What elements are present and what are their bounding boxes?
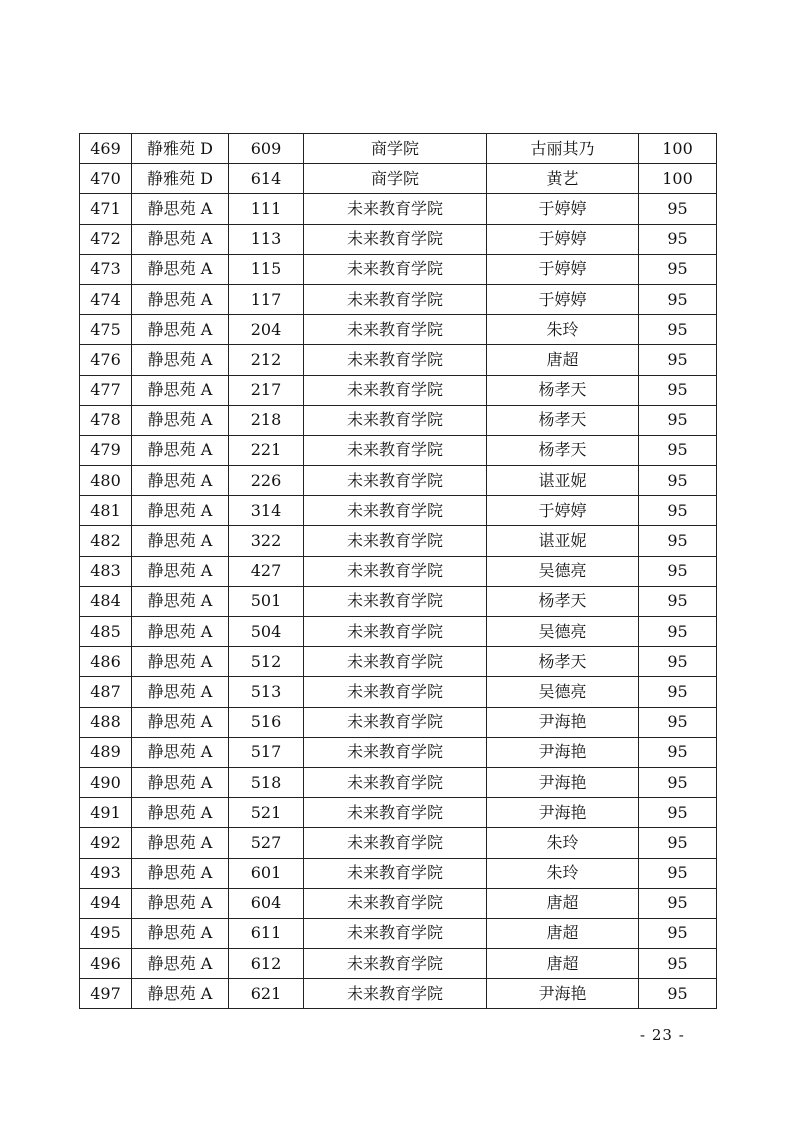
room-cell: 212 bbox=[229, 345, 304, 375]
college-cell: 未来教育学院 bbox=[304, 556, 487, 586]
table-row bbox=[80, 254, 717, 284]
building-cell: 静思苑 A bbox=[132, 254, 229, 284]
building-cell: 静思苑 A bbox=[132, 888, 229, 918]
building-cell: 静思苑 A bbox=[132, 737, 229, 767]
row-index-cell: 477 bbox=[80, 375, 132, 405]
name-cell: 唐超 bbox=[487, 949, 639, 979]
table-row bbox=[80, 979, 717, 1009]
row-index-cell: 482 bbox=[80, 526, 132, 556]
table-row bbox=[80, 164, 717, 194]
college-cell: 未来教育学院 bbox=[304, 526, 487, 556]
college-cell: 商学院 bbox=[304, 134, 487, 164]
building-cell: 静思苑 A bbox=[132, 466, 229, 496]
building-cell: 静思苑 A bbox=[132, 345, 229, 375]
score-cell: 95 bbox=[639, 405, 717, 435]
name-cell: 谌亚妮 bbox=[487, 466, 639, 496]
building-cell: 静思苑 A bbox=[132, 405, 229, 435]
table-row bbox=[80, 888, 717, 918]
score-cell: 95 bbox=[639, 496, 717, 526]
name-cell: 唐超 bbox=[487, 888, 639, 918]
name-cell: 尹海艳 bbox=[487, 767, 639, 797]
name-cell: 于婷婷 bbox=[487, 194, 639, 224]
room-cell: 221 bbox=[229, 435, 304, 465]
college-cell: 未来教育学院 bbox=[304, 466, 487, 496]
score-cell: 95 bbox=[639, 194, 717, 224]
name-cell: 吴德亮 bbox=[487, 677, 639, 707]
score-cell: 95 bbox=[639, 979, 717, 1009]
college-cell: 未来教育学院 bbox=[304, 254, 487, 284]
room-cell: 218 bbox=[229, 405, 304, 435]
room-cell: 204 bbox=[229, 315, 304, 345]
college-cell: 未来教育学院 bbox=[304, 617, 487, 647]
building-cell: 静思苑 A bbox=[132, 707, 229, 737]
name-cell: 尹海艳 bbox=[487, 798, 639, 828]
table-row bbox=[80, 284, 717, 314]
table-row bbox=[80, 315, 717, 345]
score-cell: 95 bbox=[639, 949, 717, 979]
room-cell: 527 bbox=[229, 828, 304, 858]
row-index-cell: 490 bbox=[80, 767, 132, 797]
room-cell: 117 bbox=[229, 284, 304, 314]
table-row bbox=[80, 617, 717, 647]
room-cell: 621 bbox=[229, 979, 304, 1009]
room-cell: 604 bbox=[229, 888, 304, 918]
table-row bbox=[80, 526, 717, 556]
name-cell: 杨孝天 bbox=[487, 375, 639, 405]
score-cell: 95 bbox=[639, 918, 717, 948]
score-cell: 95 bbox=[639, 254, 717, 284]
building-cell: 静思苑 A bbox=[132, 224, 229, 254]
name-cell: 尹海艳 bbox=[487, 737, 639, 767]
name-cell: 杨孝天 bbox=[487, 586, 639, 616]
room-cell: 501 bbox=[229, 586, 304, 616]
college-cell: 未来教育学院 bbox=[304, 918, 487, 948]
table-row bbox=[80, 918, 717, 948]
room-cell: 609 bbox=[229, 134, 304, 164]
room-cell: 427 bbox=[229, 556, 304, 586]
building-cell: 静思苑 A bbox=[132, 556, 229, 586]
room-cell: 226 bbox=[229, 466, 304, 496]
building-cell: 静思苑 A bbox=[132, 949, 229, 979]
college-cell: 未来教育学院 bbox=[304, 405, 487, 435]
score-cell: 95 bbox=[639, 224, 717, 254]
college-cell: 未来教育学院 bbox=[304, 315, 487, 345]
table-row bbox=[80, 586, 717, 616]
building-cell: 静思苑 A bbox=[132, 194, 229, 224]
name-cell: 杨孝天 bbox=[487, 647, 639, 677]
row-index-cell: 488 bbox=[80, 707, 132, 737]
table-body bbox=[80, 134, 717, 1009]
table-row bbox=[80, 677, 717, 707]
row-index-cell: 484 bbox=[80, 586, 132, 616]
name-cell: 吴德亮 bbox=[487, 617, 639, 647]
table-row bbox=[80, 345, 717, 375]
room-cell: 601 bbox=[229, 858, 304, 888]
row-index-cell: 470 bbox=[80, 164, 132, 194]
name-cell: 朱玲 bbox=[487, 315, 639, 345]
row-index-cell: 472 bbox=[80, 224, 132, 254]
college-cell: 未来教育学院 bbox=[304, 284, 487, 314]
room-cell: 518 bbox=[229, 767, 304, 797]
room-cell: 111 bbox=[229, 194, 304, 224]
name-cell: 唐超 bbox=[487, 918, 639, 948]
row-index-cell: 469 bbox=[80, 134, 132, 164]
building-cell: 静思苑 A bbox=[132, 828, 229, 858]
score-cell: 95 bbox=[639, 345, 717, 375]
score-cell: 95 bbox=[639, 798, 717, 828]
row-index-cell: 487 bbox=[80, 677, 132, 707]
row-index-cell: 479 bbox=[80, 435, 132, 465]
college-cell: 未来教育学院 bbox=[304, 979, 487, 1009]
room-cell: 516 bbox=[229, 707, 304, 737]
score-cell: 95 bbox=[639, 828, 717, 858]
room-cell: 314 bbox=[229, 496, 304, 526]
name-cell: 吴德亮 bbox=[487, 556, 639, 586]
college-cell: 未来教育学院 bbox=[304, 647, 487, 677]
building-cell: 静思苑 A bbox=[132, 677, 229, 707]
college-cell: 未来教育学院 bbox=[304, 375, 487, 405]
college-cell: 未来教育学院 bbox=[304, 737, 487, 767]
score-cell: 95 bbox=[639, 647, 717, 677]
building-cell: 静思苑 A bbox=[132, 617, 229, 647]
name-cell: 杨孝天 bbox=[487, 435, 639, 465]
college-cell: 未来教育学院 bbox=[304, 707, 487, 737]
building-cell: 静思苑 A bbox=[132, 375, 229, 405]
building-cell: 静思苑 A bbox=[132, 435, 229, 465]
score-cell: 95 bbox=[639, 767, 717, 797]
room-cell: 521 bbox=[229, 798, 304, 828]
name-cell: 谌亚妮 bbox=[487, 526, 639, 556]
table-row bbox=[80, 647, 717, 677]
name-cell: 于婷婷 bbox=[487, 284, 639, 314]
name-cell: 于婷婷 bbox=[487, 254, 639, 284]
score-cell: 95 bbox=[639, 435, 717, 465]
score-cell: 95 bbox=[639, 858, 717, 888]
score-cell: 95 bbox=[639, 284, 717, 314]
row-index-cell: 481 bbox=[80, 496, 132, 526]
table-row bbox=[80, 496, 717, 526]
name-cell: 黄艺 bbox=[487, 164, 639, 194]
row-index-cell: 496 bbox=[80, 949, 132, 979]
row-index-cell: 480 bbox=[80, 466, 132, 496]
building-cell: 静思苑 A bbox=[132, 858, 229, 888]
building-cell: 静思苑 A bbox=[132, 315, 229, 345]
row-index-cell: 471 bbox=[80, 194, 132, 224]
score-cell: 95 bbox=[639, 888, 717, 918]
score-cell: 95 bbox=[639, 375, 717, 405]
building-cell: 静思苑 A bbox=[132, 586, 229, 616]
building-cell: 静思苑 A bbox=[132, 767, 229, 797]
row-index-cell: 486 bbox=[80, 647, 132, 677]
room-cell: 513 bbox=[229, 677, 304, 707]
college-cell: 未来教育学院 bbox=[304, 345, 487, 375]
building-cell: 静思苑 A bbox=[132, 496, 229, 526]
college-cell: 未来教育学院 bbox=[304, 828, 487, 858]
row-index-cell: 491 bbox=[80, 798, 132, 828]
table-row bbox=[80, 556, 717, 586]
score-cell: 95 bbox=[639, 315, 717, 345]
college-cell: 商学院 bbox=[304, 164, 487, 194]
row-index-cell: 476 bbox=[80, 345, 132, 375]
score-cell: 100 bbox=[639, 164, 717, 194]
college-cell: 未来教育学院 bbox=[304, 767, 487, 797]
score-cell: 95 bbox=[639, 707, 717, 737]
building-cell: 静思苑 A bbox=[132, 647, 229, 677]
table-row bbox=[80, 224, 717, 254]
college-cell: 未来教育学院 bbox=[304, 224, 487, 254]
room-cell: 614 bbox=[229, 164, 304, 194]
table-row bbox=[80, 798, 717, 828]
score-cell: 95 bbox=[639, 526, 717, 556]
row-index-cell: 489 bbox=[80, 737, 132, 767]
name-cell: 于婷婷 bbox=[487, 496, 639, 526]
table-row bbox=[80, 949, 717, 979]
table-row bbox=[80, 707, 717, 737]
name-cell: 古丽其乃 bbox=[487, 134, 639, 164]
row-index-cell: 475 bbox=[80, 315, 132, 345]
room-cell: 115 bbox=[229, 254, 304, 284]
building-cell: 静思苑 A bbox=[132, 979, 229, 1009]
table-row bbox=[80, 858, 717, 888]
row-index-cell: 497 bbox=[80, 979, 132, 1009]
table-row bbox=[80, 134, 717, 164]
college-cell: 未来教育学院 bbox=[304, 677, 487, 707]
name-cell: 朱玲 bbox=[487, 858, 639, 888]
score-cell: 95 bbox=[639, 466, 717, 496]
building-cell: 静雅苑 D bbox=[132, 164, 229, 194]
building-cell: 静思苑 A bbox=[132, 798, 229, 828]
college-cell: 未来教育学院 bbox=[304, 496, 487, 526]
row-index-cell: 495 bbox=[80, 918, 132, 948]
room-cell: 611 bbox=[229, 918, 304, 948]
score-cell: 95 bbox=[639, 556, 717, 586]
score-cell: 95 bbox=[639, 617, 717, 647]
row-index-cell: 483 bbox=[80, 556, 132, 586]
room-cell: 322 bbox=[229, 526, 304, 556]
table-row bbox=[80, 828, 717, 858]
score-cell: 95 bbox=[639, 586, 717, 616]
college-cell: 未来教育学院 bbox=[304, 949, 487, 979]
room-cell: 612 bbox=[229, 949, 304, 979]
row-index-cell: 473 bbox=[80, 254, 132, 284]
dormitory-score-table bbox=[79, 133, 717, 1009]
name-cell: 杨孝天 bbox=[487, 405, 639, 435]
college-cell: 未来教育学院 bbox=[304, 435, 487, 465]
row-index-cell: 485 bbox=[80, 617, 132, 647]
table-row bbox=[80, 466, 717, 496]
name-cell: 朱玲 bbox=[487, 828, 639, 858]
college-cell: 未来教育学院 bbox=[304, 798, 487, 828]
row-index-cell: 493 bbox=[80, 858, 132, 888]
row-index-cell: 492 bbox=[80, 828, 132, 858]
table-row bbox=[80, 375, 717, 405]
building-cell: 静思苑 A bbox=[132, 918, 229, 948]
table-row bbox=[80, 194, 717, 224]
room-cell: 217 bbox=[229, 375, 304, 405]
table-row bbox=[80, 737, 717, 767]
college-cell: 未来教育学院 bbox=[304, 888, 487, 918]
table-row bbox=[80, 767, 717, 797]
building-cell: 静思苑 A bbox=[132, 284, 229, 314]
name-cell: 尹海艳 bbox=[487, 979, 639, 1009]
table-row bbox=[80, 435, 717, 465]
name-cell: 于婷婷 bbox=[487, 224, 639, 254]
room-cell: 512 bbox=[229, 647, 304, 677]
college-cell: 未来教育学院 bbox=[304, 194, 487, 224]
room-cell: 504 bbox=[229, 617, 304, 647]
building-cell: 静雅苑 D bbox=[132, 134, 229, 164]
table-row bbox=[80, 405, 717, 435]
room-cell: 517 bbox=[229, 737, 304, 767]
row-index-cell: 478 bbox=[80, 405, 132, 435]
score-cell: 95 bbox=[639, 677, 717, 707]
row-index-cell: 494 bbox=[80, 888, 132, 918]
page-number: - 23 - bbox=[640, 1026, 685, 1044]
score-cell: 100 bbox=[639, 134, 717, 164]
college-cell: 未来教育学院 bbox=[304, 858, 487, 888]
room-cell: 113 bbox=[229, 224, 304, 254]
building-cell: 静思苑 A bbox=[132, 526, 229, 556]
row-index-cell: 474 bbox=[80, 284, 132, 314]
score-cell: 95 bbox=[639, 737, 717, 767]
name-cell: 唐超 bbox=[487, 345, 639, 375]
name-cell: 尹海艳 bbox=[487, 707, 639, 737]
college-cell: 未来教育学院 bbox=[304, 586, 487, 616]
